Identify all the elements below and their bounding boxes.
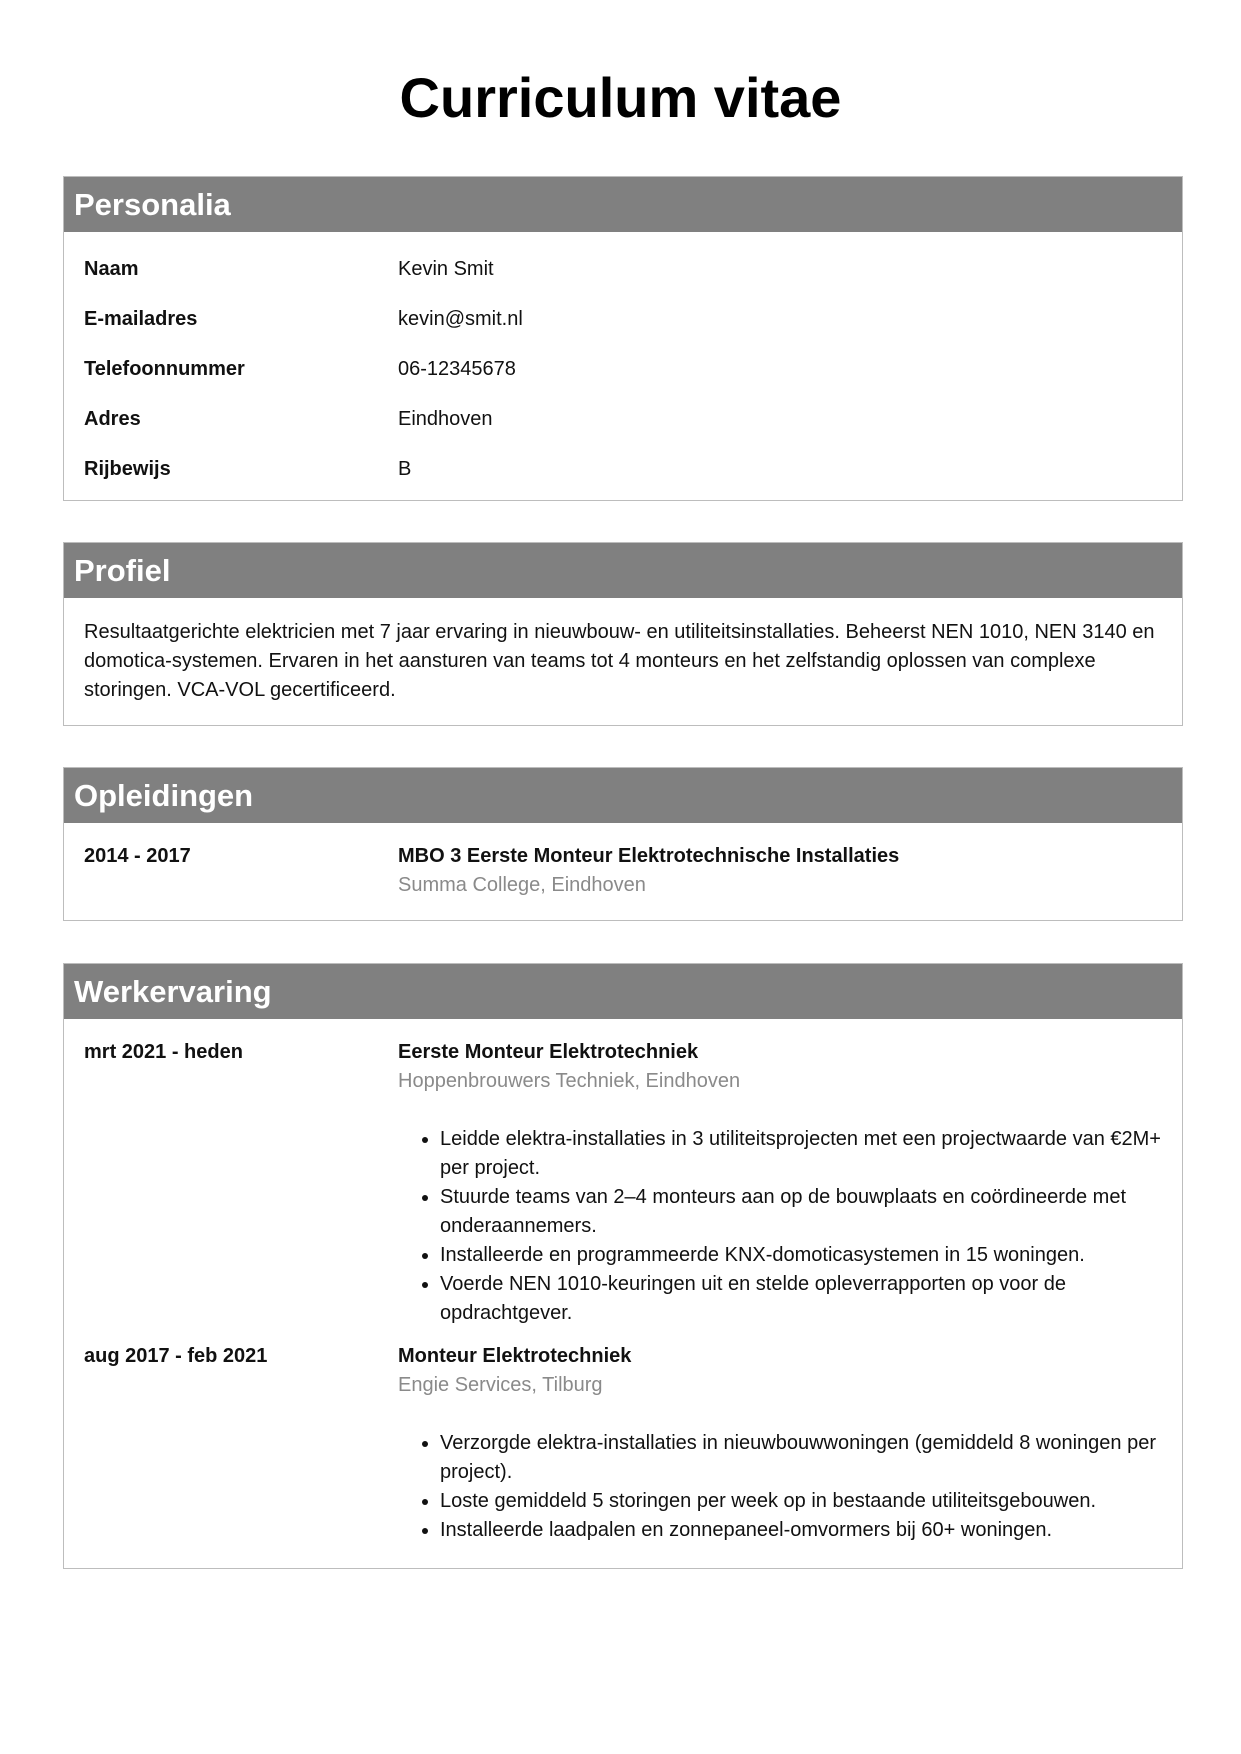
personalia-body	[64, 232, 1182, 514]
field-value: 06-12345678	[398, 357, 516, 380]
work-entry	[84, 1038, 1162, 1328]
work-employer: Engie Services, Tilburg	[398, 1374, 603, 1396]
work-title: Eerste Monteur Elektrotechniek	[398, 1041, 699, 1063]
list-item: • Voerde NEN 1010-keuringen uit en stelde opleverrapporten op voor de opdrachtgever.	[440, 1270, 1162, 1328]
field-label: Naam	[84, 257, 139, 280]
education-school: Summa College, Eindhoven	[398, 874, 646, 896]
personalia-row-naam	[84, 244, 1162, 294]
field-value: kevin@smit.nl	[398, 307, 523, 330]
field-value: Kevin Smit	[398, 257, 494, 280]
list-item: • Leidde elektra-installaties in 3 utiliteitsprojecten met een projectwaarde van €2M+ per project.	[440, 1125, 1162, 1183]
list-item: • Installeerde laadpalen en zonnepaneel-omvormers bij 60+ woningen.	[440, 1516, 1162, 1545]
education-period: 2014 - 2017	[84, 845, 191, 867]
education-entry	[84, 842, 1162, 900]
field-value: B	[398, 457, 412, 480]
section-heading-personalia: Personalia	[64, 177, 1182, 232]
education-details	[398, 842, 1162, 900]
werkervaring-body	[64, 1019, 1182, 1565]
section-heading-profiel: Profiel	[64, 543, 1182, 598]
field-value: Eindhoven	[398, 407, 493, 430]
work-bullets	[398, 1125, 1162, 1328]
section-heading-opleidingen: Opleidingen	[64, 768, 1182, 823]
work-period: mrt 2021 - heden	[84, 1041, 243, 1063]
personalia-row-email	[84, 294, 1162, 344]
section-personalia	[63, 176, 1183, 501]
work-details	[398, 1038, 1162, 1328]
list-item: • Installeerde en programmeerde KNX-domoticasystemen in 15 woningen.	[440, 1241, 1162, 1270]
list-item: • Stuurde teams van 2–4 monteurs aan op de bouwplaats en coördineerde met onderaannemers.	[440, 1183, 1162, 1241]
field-label: E-mailadres	[84, 307, 198, 330]
section-opleidingen	[63, 767, 1183, 921]
field-label: Adres	[84, 407, 141, 430]
education-title: MBO 3 Eerste Monteur Elektrotechnische Installaties	[398, 845, 900, 867]
work-entry	[84, 1342, 1162, 1545]
personalia-row-telefoon	[84, 344, 1162, 394]
work-details	[398, 1342, 1162, 1545]
field-label: Rijbewijs	[84, 457, 171, 480]
list-item: • Verzorgde elektra-installaties in nieuwbouwwoningen (gemiddeld 8 woningen per project).	[440, 1429, 1162, 1487]
opleidingen-body	[64, 823, 1182, 920]
work-title: Monteur Elektrotechniek	[398, 1345, 632, 1367]
page-title: Curriculum vitae	[399, 66, 842, 129]
personalia-row-adres	[84, 394, 1162, 444]
work-period: aug 2017 - feb 2021	[84, 1345, 268, 1367]
list-item: • Loste gemiddeld 5 storingen per week op in bestaande utiliteitsgebouwen.	[440, 1487, 1162, 1516]
profiel-body	[64, 598, 1182, 725]
work-bullets	[398, 1429, 1162, 1545]
section-werkervaring	[63, 963, 1183, 1569]
section-heading-werkervaring: Werkervaring	[64, 964, 1182, 1019]
section-profiel	[63, 542, 1183, 726]
work-employer: Hoppenbrouwers Techniek, Eindhoven	[398, 1070, 741, 1092]
profile-text: Resultaatgerichte elektricien met 7 jaar ervaring in nieuwbouw- en utiliteitsinstallaties. Beheerst NEN 1010, NEN 3140 en domotica-systemen. Ervaren in het aansturen van teams tot 4 monteurs en het zelfstandig oplossen van complexe storingen. VCA-VOL gecertificeerd.	[84, 621, 1155, 701]
field-label: Telefoonnummer	[84, 357, 245, 380]
personalia-row-rijbewijs	[84, 444, 1162, 494]
